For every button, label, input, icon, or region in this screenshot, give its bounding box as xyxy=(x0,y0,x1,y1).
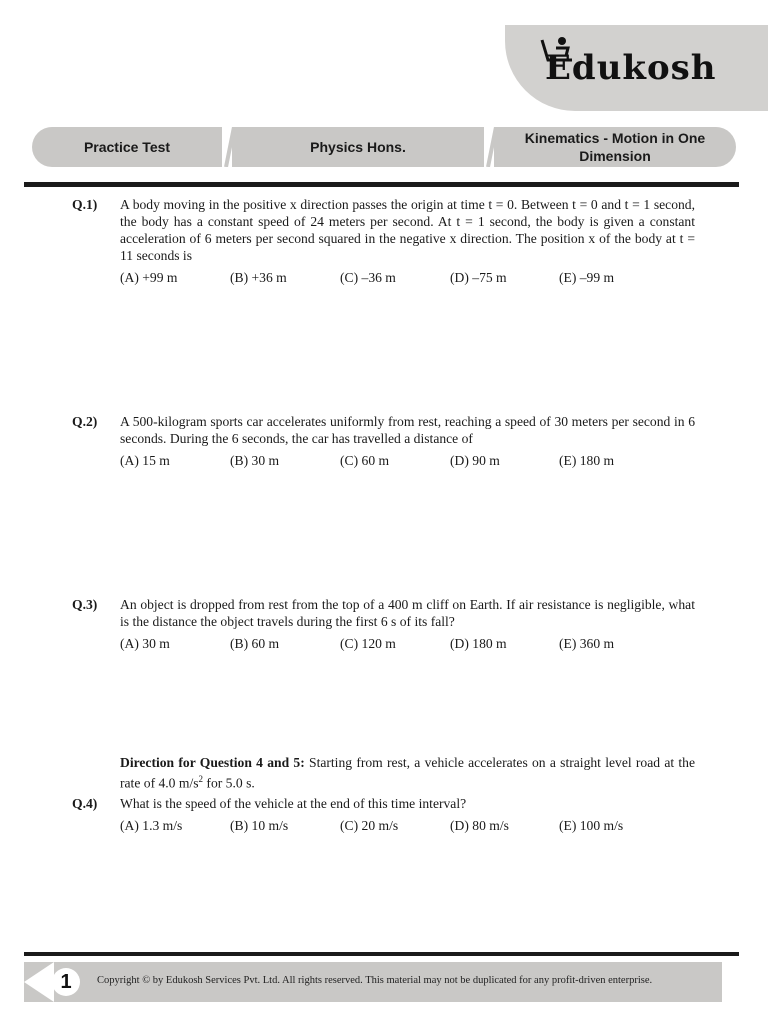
answer-options xyxy=(120,635,695,653)
option-c: (C) 20 m/s xyxy=(340,818,399,833)
direction-text xyxy=(120,754,695,792)
page-number: 1 xyxy=(52,968,80,996)
question-3 xyxy=(72,596,695,653)
header-subject: Physics Hons. xyxy=(232,127,484,167)
direction-body-end: for 5.0 s. xyxy=(203,775,255,791)
footer-arrow-icon xyxy=(24,962,54,1002)
direction-body: Starting from rest, a vehicle accelerates on a straight level road at the rate of 4.0 m/s xyxy=(120,755,696,791)
option-c: (C) –36 m xyxy=(340,270,396,285)
option-b: (B) 10 m/s xyxy=(230,818,289,833)
question-number: Q.3) xyxy=(72,597,98,612)
option-e: (E) 180 m xyxy=(559,453,615,468)
top-rule xyxy=(24,182,739,187)
question-text: An object is dropped from rest from the top of a 400 m cliff on Earth. If air resistance is negligible, what is the distance the object travels during the first 6 s of its fall? xyxy=(120,597,695,629)
copyright-notice: Copyright © by Edukosh Services Pvt. Ltd. All rights reserved. This material may not be duplicated for any profit-driven enterprise. xyxy=(97,975,653,986)
brand-logo: Edukosh xyxy=(545,48,717,88)
option-a: (A) +99 m xyxy=(120,270,178,285)
direction-superscript: 2 xyxy=(198,774,204,784)
header-topic: Kinematics - Motion in One Dimension xyxy=(494,127,736,167)
answer-options xyxy=(120,452,695,470)
option-c: (C) 120 m xyxy=(340,636,396,651)
answer-options xyxy=(120,817,695,835)
option-a: (A) 15 m xyxy=(120,453,170,468)
option-e: (E) 360 m xyxy=(559,636,615,651)
question-2 xyxy=(72,413,695,470)
direction-label: Direction for Question 4 and 5: xyxy=(120,755,305,770)
header-bar xyxy=(32,127,736,167)
option-e: (E) –99 m xyxy=(559,270,615,285)
question-number: Q.4) xyxy=(72,796,98,811)
option-a: (A) 1.3 m/s xyxy=(120,818,183,833)
question-number: Q.1) xyxy=(72,197,98,212)
bottom-rule xyxy=(24,952,739,956)
option-d: (D) 180 m xyxy=(450,636,507,651)
question-text: What is the speed of the vehicle at the end of this time interval? xyxy=(120,796,467,811)
question-text: A 500-kilogram sports car accelerates uniformly from rest, reaching a speed of 30 meters per second in 6 seconds. During the 6 seconds, the car has travelled a distance of xyxy=(120,414,695,446)
header-practice-test: Practice Test xyxy=(32,127,222,167)
question-text: A body moving in the positive x direction passes the origin at time t = 0. Between t = 0 and t = 1 second, the body has a constant speed of 24 meters per second. At t = 1 second, the body is given a constant acceleration of 6 meters per second squared in the negative x direction. The position x of the body at t = 11 seconds is xyxy=(120,197,695,263)
option-b: (B) +36 m xyxy=(230,270,287,285)
option-d: (D) 90 m xyxy=(450,453,500,468)
option-d: (D) 80 m/s xyxy=(450,818,509,833)
option-e: (E) 100 m/s xyxy=(559,818,624,833)
option-b: (B) 60 m xyxy=(230,636,280,651)
question-number: Q.2) xyxy=(72,414,98,429)
option-c: (C) 60 m xyxy=(340,453,390,468)
question-1 xyxy=(72,196,695,287)
option-d: (D) –75 m xyxy=(450,270,507,285)
question-4 xyxy=(72,795,695,835)
option-b: (B) 30 m xyxy=(230,453,280,468)
option-a: (A) 30 m xyxy=(120,636,170,651)
answer-options xyxy=(120,269,695,287)
